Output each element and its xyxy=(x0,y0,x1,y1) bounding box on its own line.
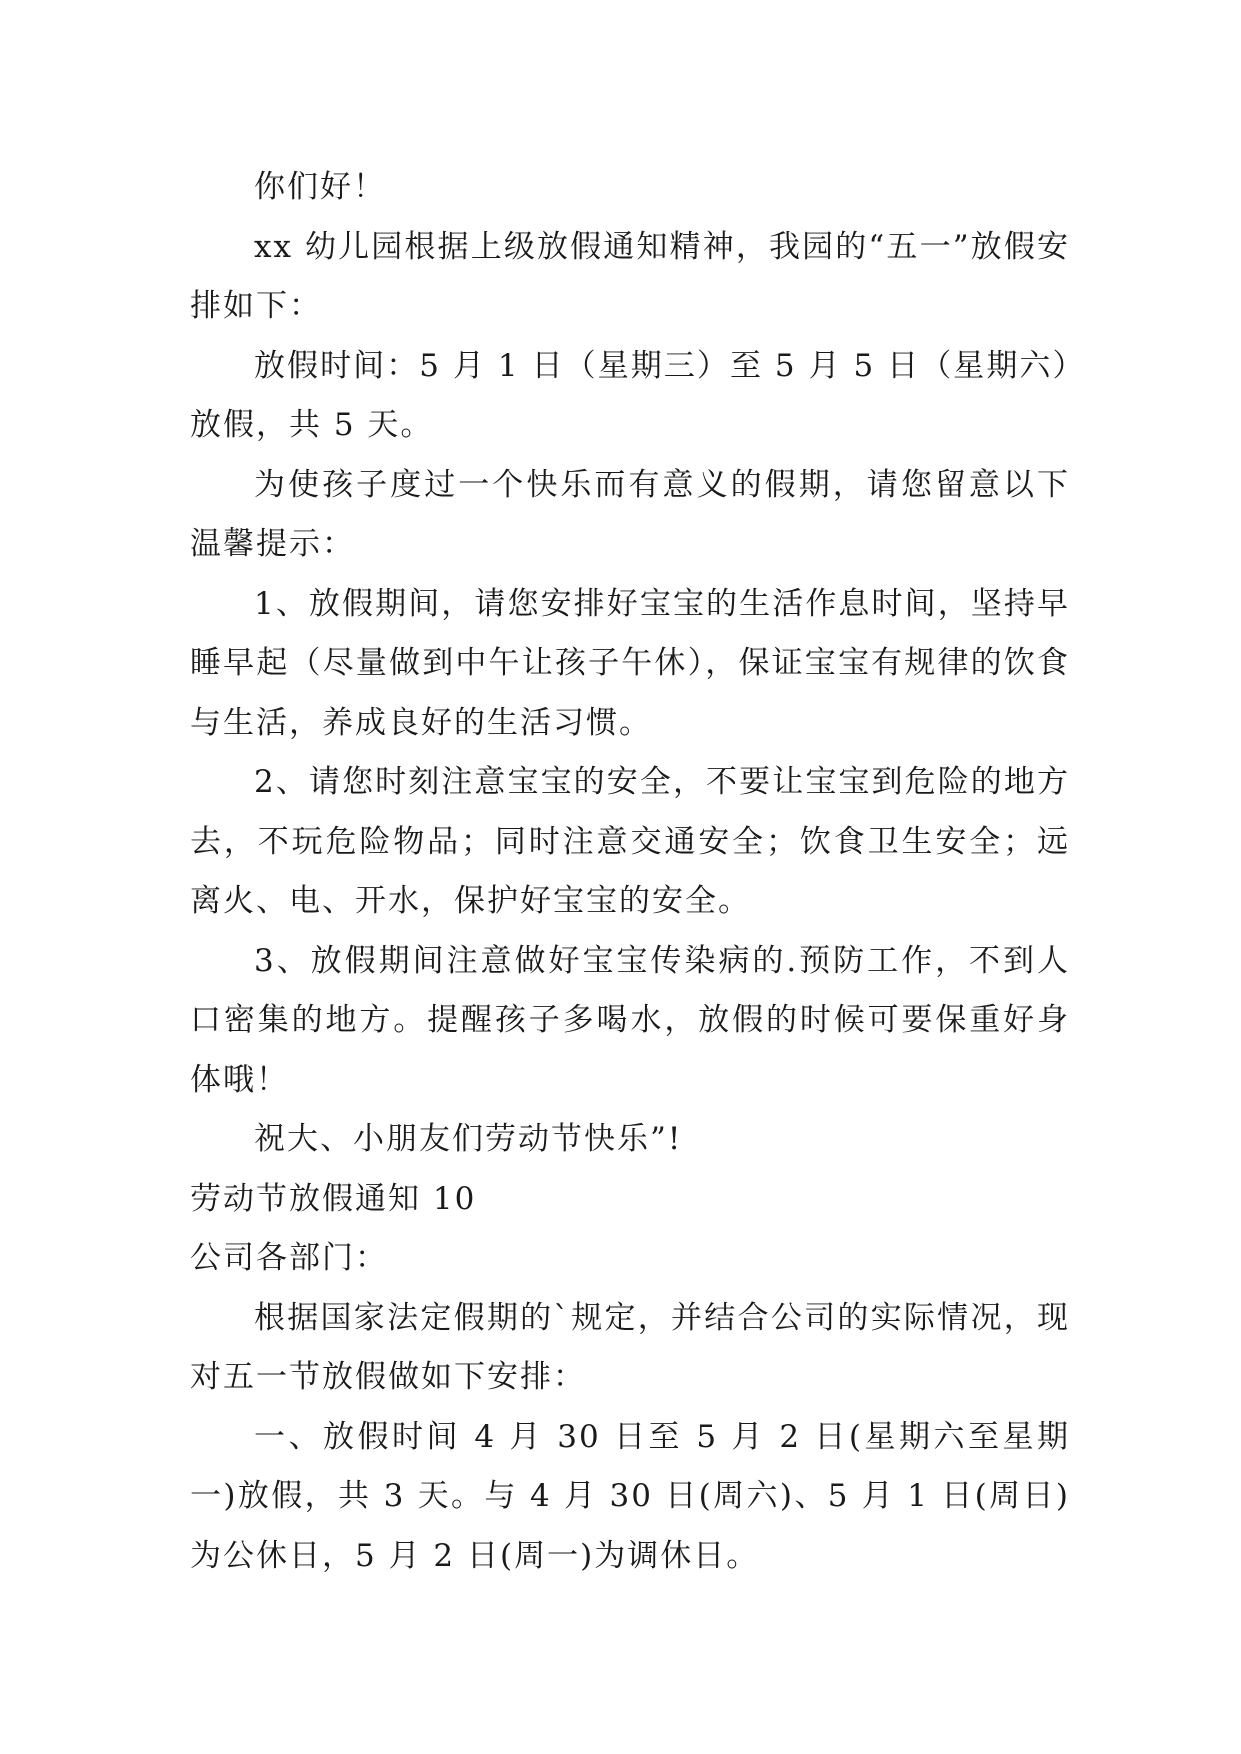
tip-2-paragraph: 2、请您时刻注意宝宝的安全，不要让宝宝到危险的地方去，不玩危险物品；同时注意交通安全；饮食卫生安全；远离火、电、开水，保护好宝宝的安全。 xyxy=(190,764,1070,919)
document-body xyxy=(190,158,1070,1586)
holiday-time-paragraph: 放假时间：5 月 1 日（星期三）至 5 月 5 日（星期六）放假，共 5 天。 xyxy=(190,347,1070,443)
tips-intro-paragraph: 为使孩子度过一个快乐而有意义的假期，请您留意以下温馨提示： xyxy=(190,466,1070,562)
wishes-paragraph: 祝大、小朋友们劳动节快乐”! xyxy=(254,1121,683,1157)
greeting-paragraph: 你们好！ xyxy=(254,169,386,205)
intro-paragraph: xx 幼儿园根据上级放假通知精神，我园的“五一”放假安排如下： xyxy=(190,228,1070,324)
addressee-line: 公司各部门： xyxy=(190,1240,388,1276)
tip-1-paragraph: 1、放假期间，请您安排好宝宝的生活作息时间，坚持早睡早起（尽量做到中午让孩子午休），保证宝宝有规律的饮食与生活，养成良好的生活习惯。 xyxy=(190,585,1070,741)
notice-heading: 劳动节放假通知 10 xyxy=(190,1180,477,1217)
company-holiday-time-paragraph: 一、放假时间 4 月 30 日至 5 月 2 日(星期六至星期一)放假，共 3 天。与 4 月 30 日(周六)、5 月 1 日(周日)为公休日，5 月 2 日(周一)为调休日。 xyxy=(190,1418,1070,1574)
tip-3-paragraph: 3、放假期间注意做好宝宝传染病的.预防工作，不到人口密集的地方。提醒孩子多喝水，放假的时候可要保重好身体哦！ xyxy=(190,942,1070,1098)
company-intro-paragraph: 根据国家法定假期的`规定，并结合公司的实际情况，现对五一节放假做如下安排： xyxy=(190,1299,1070,1395)
